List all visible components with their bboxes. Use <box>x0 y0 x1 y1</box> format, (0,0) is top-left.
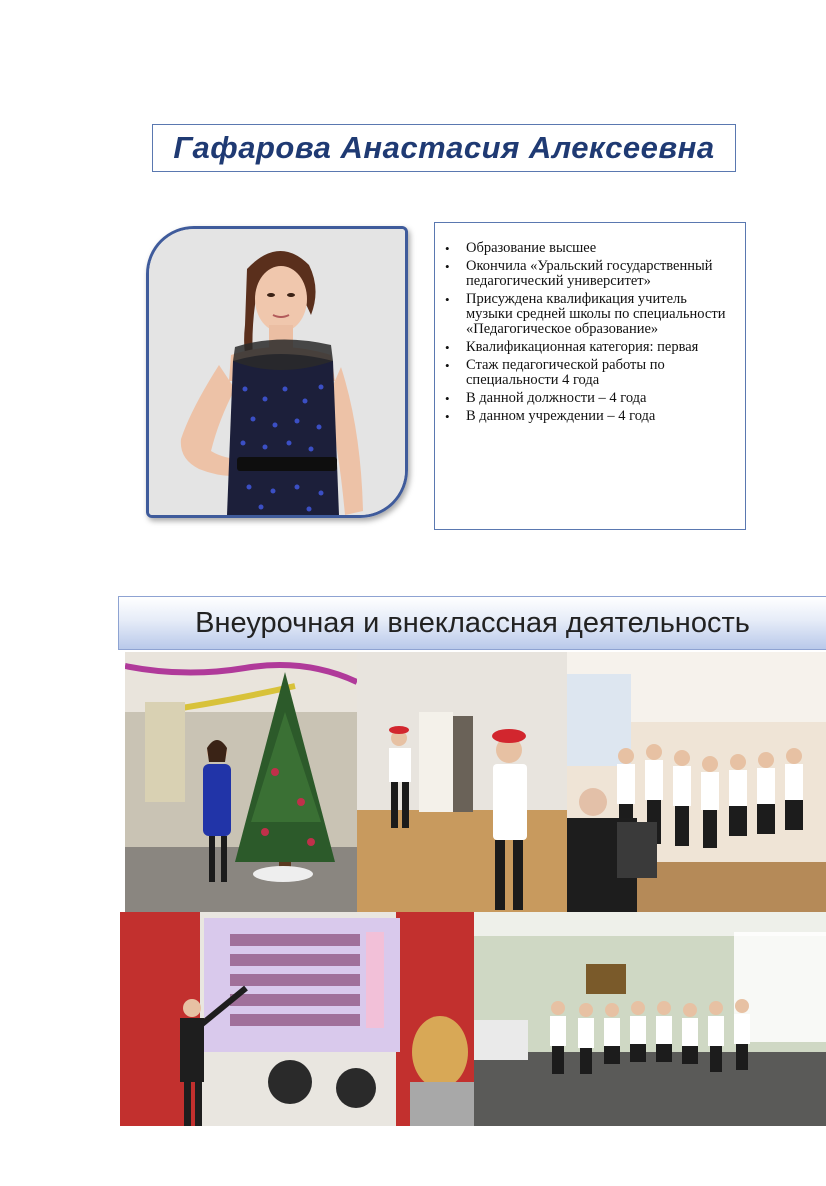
bullet-icon: • <box>445 340 450 355</box>
photo-children-ensemble <box>474 912 826 1126</box>
bullet-icon: • <box>445 409 450 424</box>
photo-lesson-illustration <box>120 912 474 1126</box>
bullet-icon: • <box>445 241 450 256</box>
photo-new-year-performance <box>125 652 357 912</box>
teacher-info-list <box>443 241 735 424</box>
name-title-box <box>152 124 736 172</box>
bullet-icon: • <box>445 391 450 406</box>
photo-school-choir <box>567 652 826 912</box>
info-item-category: • Квалификационная категория: первая <box>445 339 699 355</box>
info-item-institution-years: • В данном учреждении – 4 года <box>445 408 656 424</box>
photo-dance-performance <box>357 652 567 912</box>
name-title: Гафарова Анастасия Алексеевна <box>173 130 715 165</box>
bullet-icon: • <box>445 292 450 307</box>
teacher-info-box <box>434 222 746 530</box>
activities-section-title: Внеурочная и внеклассная деятельность <box>195 606 750 639</box>
info-item-education: • Образование высшее <box>445 240 597 256</box>
activities-section-header <box>118 596 826 650</box>
photo-ensemble-illustration <box>474 912 826 1126</box>
info-item-experience: • Стаж педагогической работы по специальности 4 года <box>445 357 665 388</box>
info-item-university: • Окончила «Уральский государственный педагогический университет» <box>445 258 713 289</box>
info-item-position-years: • В данной должности – 4 года <box>445 390 647 406</box>
photo-choir-illustration <box>567 652 826 912</box>
portrait-illustration <box>149 229 405 515</box>
photo-new-year-illustration <box>125 652 357 912</box>
portrait-photo <box>146 226 408 518</box>
photo-dance-illustration <box>357 652 567 912</box>
photo-lesson-presentation <box>120 912 474 1126</box>
info-item-qualification: • Присуждена квалификация учитель музыки средней школы по специальности «Педагогическое образование» <box>445 291 726 337</box>
bullet-icon: • <box>445 259 450 274</box>
bullet-icon: • <box>445 358 450 373</box>
